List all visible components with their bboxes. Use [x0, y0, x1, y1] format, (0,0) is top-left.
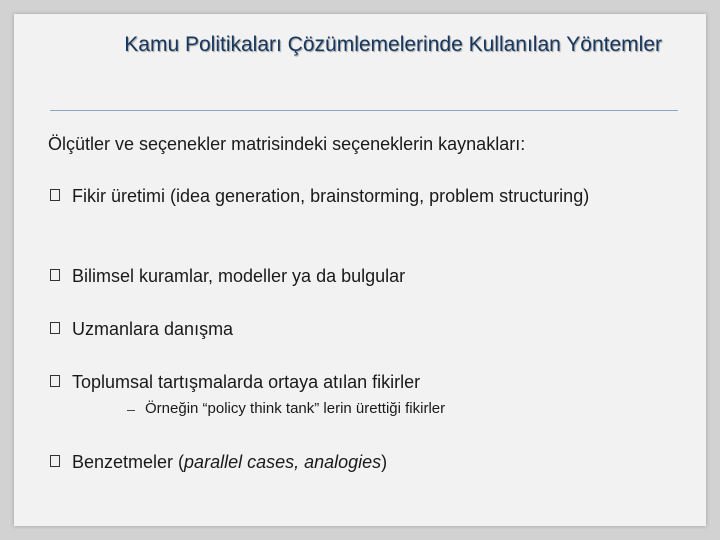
bullet-item: [48, 264, 678, 288]
checkbox-bullet-icon: [50, 322, 60, 334]
bullet-text-start: Benzetmeler (: [72, 452, 185, 472]
checkbox-bullet-icon: [50, 455, 60, 467]
title-divider: [50, 110, 678, 111]
bullet-text: Toplumsal tartışmalarda ortaya atılan fikirler: [72, 372, 421, 392]
bullet-item: [48, 184, 678, 208]
bullet-text: Bilimsel kuramlar, modeller ya da bulgular: [72, 266, 406, 286]
bullet-item: [48, 317, 678, 341]
intro-text: Ölçütler ve seçenekler matrisindeki seçeneklerin kaynakları:: [48, 134, 526, 154]
dash-bullet-icon: [127, 410, 135, 411]
sub-bullet-item: [127, 399, 647, 419]
sub-bullet-text: Örneğin “policy think tank” lerin ürettiği fikirler: [145, 400, 446, 417]
bullet-item: [48, 450, 678, 474]
bullet-text: Uzmanlara danışma: [72, 319, 234, 339]
slide: [14, 14, 706, 526]
checkbox-bullet-icon: [50, 269, 60, 281]
bullet-text: [72, 450, 678, 474]
bullet-text: Fikir üretimi (idea generation, brainstorming, problem structuring): [72, 186, 590, 206]
slide-title: Kamu Politikaları Çözümlemelerinde Kullanılan Yöntemler: [124, 33, 662, 56]
bullet-text-end: ): [381, 452, 388, 472]
bullet-text-italic: parallel cases, analogies: [184, 452, 382, 472]
checkbox-bullet-icon: [50, 375, 60, 387]
bullet-item: [48, 370, 678, 394]
checkbox-bullet-icon: [50, 189, 60, 201]
